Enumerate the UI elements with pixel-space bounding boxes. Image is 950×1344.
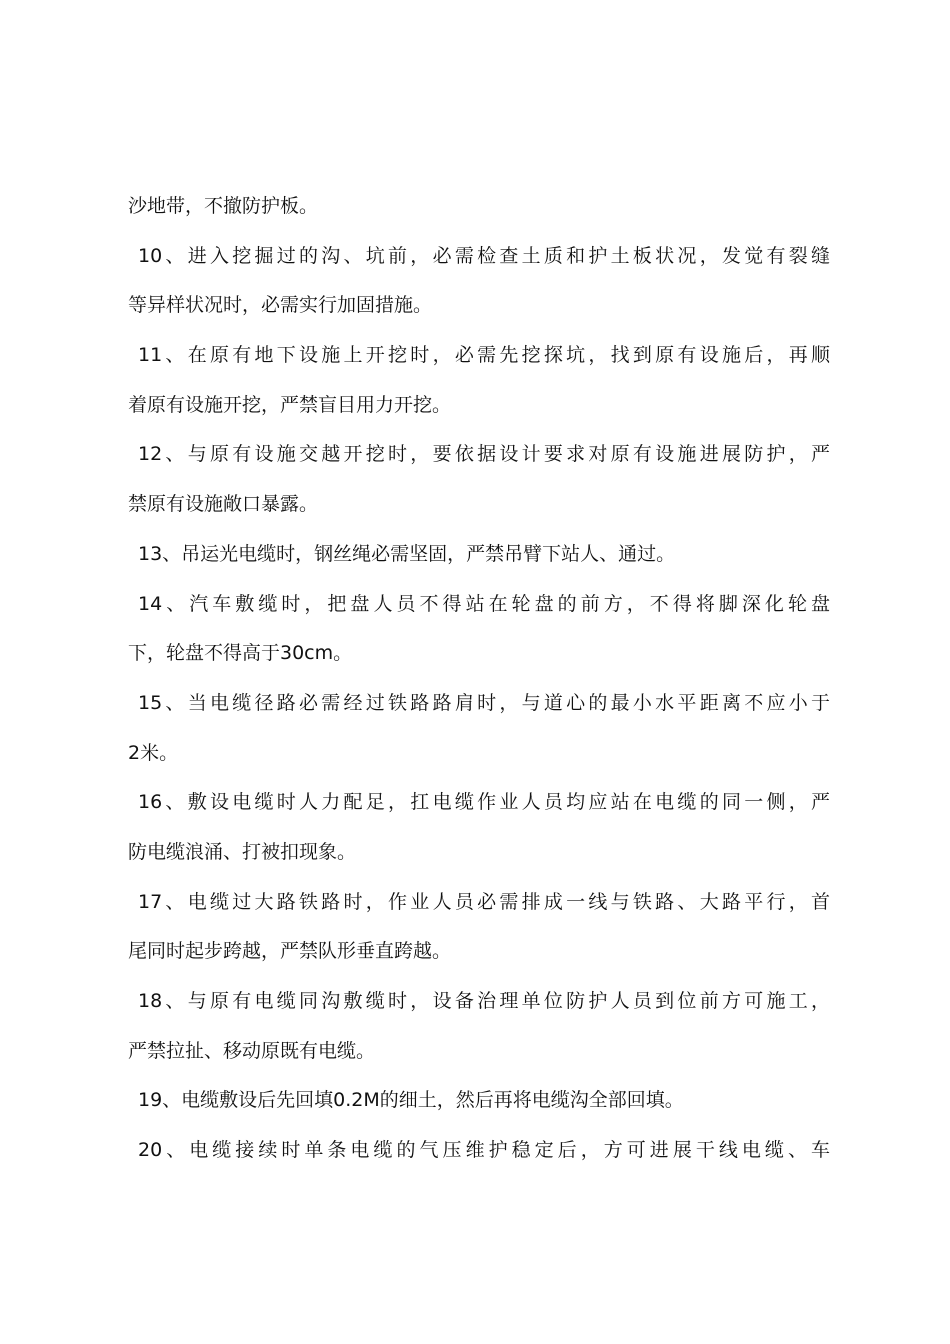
text-line: 防电缆浪涌、打被扣现象。	[128, 840, 357, 863]
text-line: 11、在原有地下设施上开挖时，必需先挖探坑，找到原有设施后，再顺	[138, 344, 830, 367]
text-line: 15、当电缆径路必需经过铁路路肩时，与道心的最小水平距离不应小于	[138, 691, 830, 714]
text-line: 13、吊运光电缆时，钢丝绳必需坚固，严禁吊臂下站人、通过。	[138, 542, 676, 565]
text-line: 16、敷设电缆时人力配足，扛电缆作业人员均应站在电缆的同一侧，严	[138, 791, 830, 814]
text-line: 20、电缆接续时单条电缆的气压维护稳定后，方可进展干线电缆、车	[138, 1139, 830, 1162]
text-line: 着原有设施开挖，严禁盲目用力开挖。	[128, 393, 452, 416]
text-line: 禁原有设施敞口暴露。	[128, 493, 319, 516]
text-line: 2米。	[128, 741, 179, 764]
text-line: 10、进入挖掘过的沟、坑前，必需检查土质和护土板状况，发觉有裂缝	[138, 244, 830, 267]
text-line: 尾同时起步跨越，严禁队形垂直跨越。	[128, 940, 452, 963]
text-line: 17、电缆过大路铁路时，作业人员必需排成一线与铁路、大路平行，首	[138, 890, 830, 913]
text-line: 严禁拉扯、移动原既有电缆。	[128, 1039, 376, 1062]
text-line: 等异样状况时，必需实行加固措施。	[128, 294, 433, 317]
text-line: 12、与原有设施交越开挖时，要依据设计要求对原有设施进展防护，严	[138, 443, 830, 466]
text-line: 沙地带，不撤防护板。	[128, 195, 319, 217]
text-line: 下，轮盘不得高于30cm。	[128, 642, 353, 665]
body-text	[128, 182, 830, 1176]
text-line: 18、与原有电缆同沟敷缆时，设备治理单位防护人员到位前方可施工，	[138, 990, 830, 1012]
text-line: 19、电缆敷设后先回填0.2M的细土，然后再将电缆沟全部回填。	[138, 1089, 684, 1112]
text-line: 14、汽车敷缆时，把盘人员不得站在轮盘的前方，不得将脚深化轮盘	[138, 592, 830, 615]
